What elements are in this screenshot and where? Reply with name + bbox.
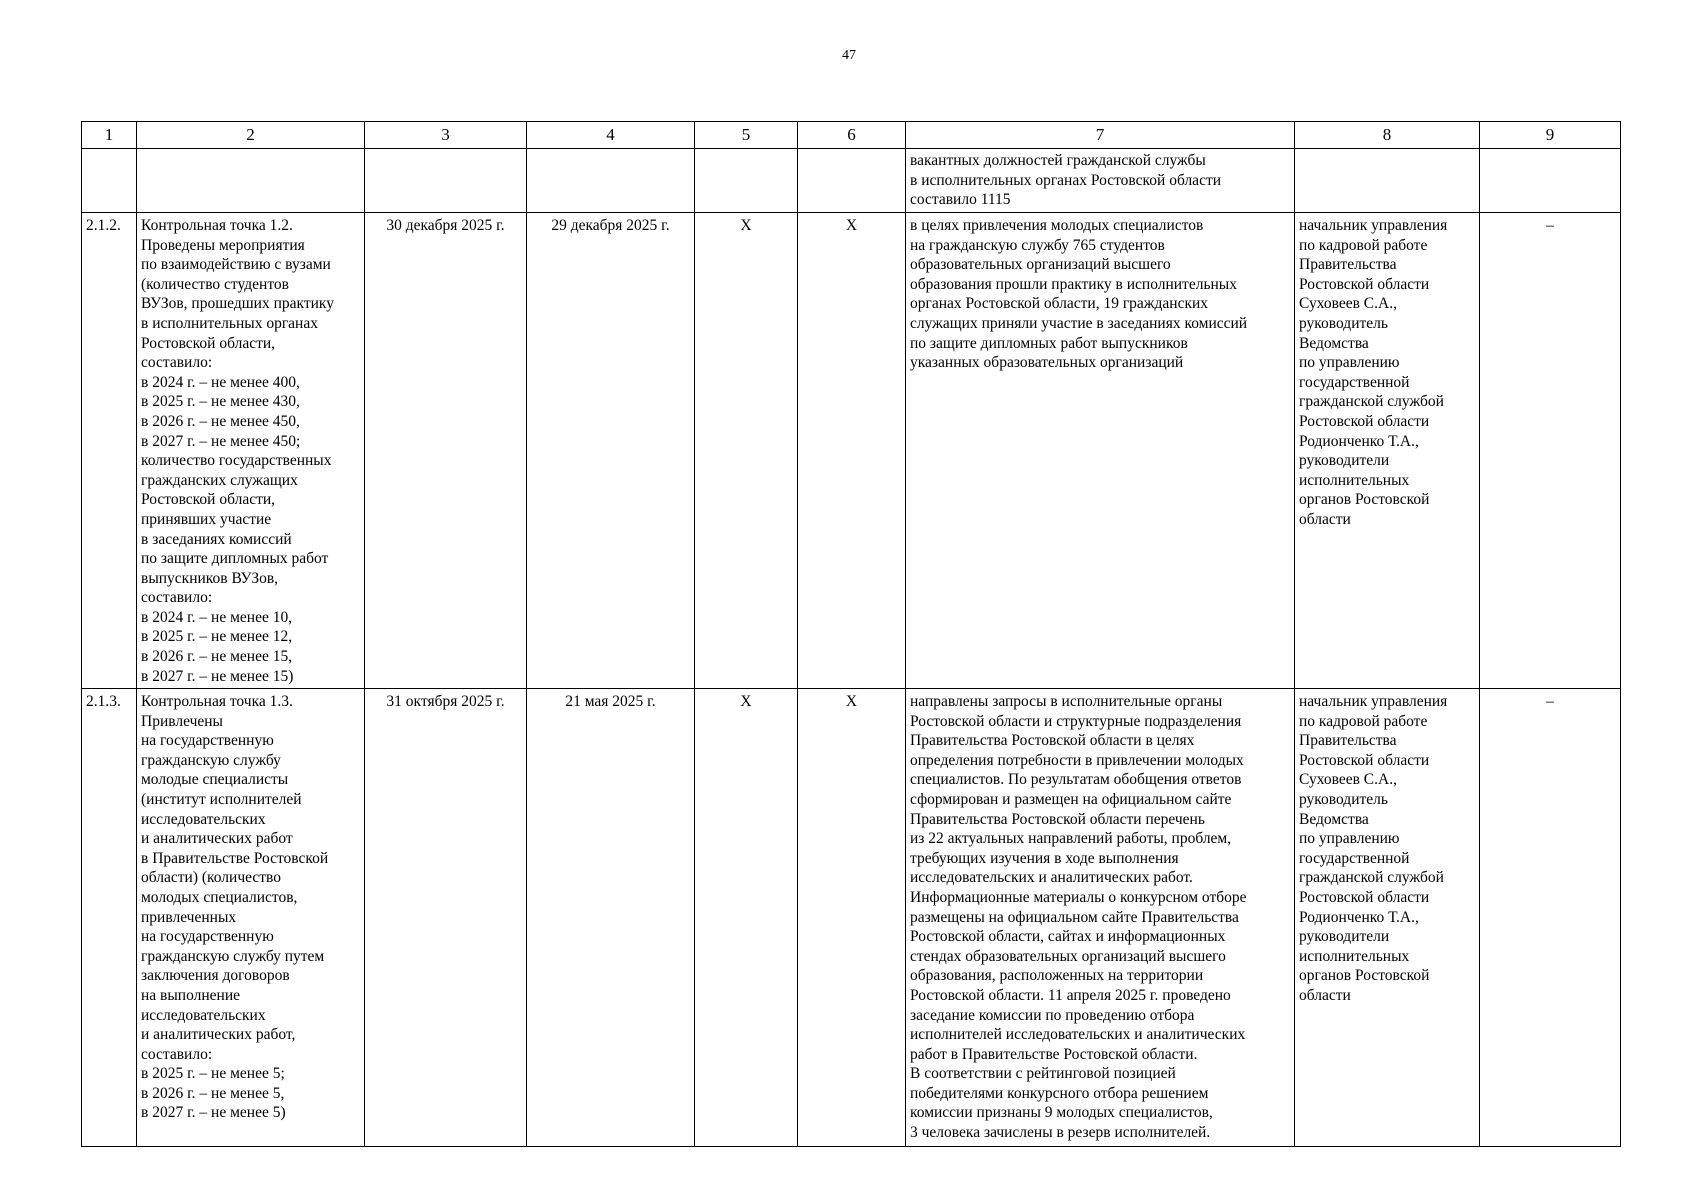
column-header: 7 — [906, 122, 1295, 149]
result-description: в целях привлечения молодых специалистов на гражданскую службу 765 студентов образовательных организаций высшего образования прошли практику в исполнительных органах Ростовской области, 19 гражданских служащих приняли участие в заседаниях комиссий по защите дипломных работ выпускников указанных образовательных организаций — [906, 213, 1295, 689]
column-header: 1 — [82, 122, 137, 149]
column-9-cell — [1480, 149, 1621, 213]
column-9-cell: – — [1480, 689, 1621, 1147]
row-number: 2.1.2. — [82, 213, 137, 689]
table-row — [82, 689, 1621, 1147]
column-header: 2 — [137, 122, 365, 149]
checkpoint-name: Контрольная точка 1.3. Привлечены на государственную гражданскую службу молодые специалисты (институт исполнителей исследовательских и аналитических работ в Правительстве Ростовской области) (количество молодых специалистов, привлеченных на государственную гражданскую службу путем заключения договоров на выполнение исследовательских и аналитических работ, составило: в 2025 г. – не менее 5; в 2026 г. – не менее 5, в 2027 г. – не менее 5) — [137, 689, 365, 1147]
table-header-row — [82, 122, 1621, 149]
table-row — [82, 213, 1621, 689]
planned-date: 30 декабря 2025 г. — [365, 213, 527, 689]
column-5-cell: X — [695, 213, 798, 689]
column-5-cell: X — [695, 689, 798, 1147]
row-number: 2.1.3. — [82, 689, 137, 1147]
column-6-cell — [798, 149, 906, 213]
column-6-cell: X — [798, 689, 906, 1147]
table-row-continuation — [82, 149, 1621, 213]
column-header: 4 — [527, 122, 695, 149]
checkpoint-name: Контрольная точка 1.2. Проведены мероприятия по взаимодействию с вузами (количество студентов ВУЗов, прошедших практику в исполнительных органах Ростовской области, составило: в 2024 г. – не менее 400, в 2025 г. – не менее 430, в 2026 г. – не менее 450, в 2027 г. – не менее 450; количество государственных гражданских служащих Ростовской области, принявших участие в заседаниях комиссий по защите дипломных работ выпускников ВУЗов, составило: в 2024 г. – не менее 10, в 2025 г. – не менее 12, в 2026 г. – не менее 15, в 2027 г. – не менее 15) — [137, 213, 365, 689]
column-header: 3 — [365, 122, 527, 149]
responsible-persons: начальник управления по кадровой работе Правительства Ростовской области Суховеев С.А., руководитель Ведомства по управлению государственной гражданской службой Ростовской области Родионченко Т.А., руководители исполнительных органов Ростовской области — [1295, 213, 1480, 689]
actual-date: 21 мая 2025 г. — [527, 689, 695, 1147]
planned-date — [365, 149, 527, 213]
column-header: 5 — [695, 122, 798, 149]
column-9-cell: – — [1480, 213, 1621, 689]
row-number — [82, 149, 137, 213]
result-description: вакантных должностей гражданской службы в исполнительных органах Ростовской области составило 1115 — [906, 149, 1295, 213]
column-header: 9 — [1480, 122, 1621, 149]
report-table — [81, 121, 1621, 1147]
result-description: направлены запросы в исполнительные органы Ростовской области и структурные подразделения Правительства Ростовской области в целях определения потребности в привлечении молодых специалистов. По результатам обобщения ответов сформирован и размещен на официальном сайте Правительства Ростовской области перечень из 22 актуальных направлений работы, проблем, требующих изучения в ходе выполнения исследовательских и аналитических работ. Информационные материалы о конкурсном отборе размещены на официальном сайте Правительства Ростовской области, сайтах и информационных стендах образовательных организаций высшего образования, расположенных на территории Ростовской области. 11 апреля 2025 г. проведено заседание комиссии по проведению отбора исполнителей исследовательских и аналитических работ в Правительстве Ростовской области. В соответствии с рейтинговой позицией победителями конкурсного отбора решением комиссии признаны 9 молодых специалистов, 3 человека зачислены в резерв исполнителей. — [906, 689, 1295, 1147]
column-5-cell — [695, 149, 798, 213]
actual-date: 29 декабря 2025 г. — [527, 213, 695, 689]
column-6-cell: X — [798, 213, 906, 689]
responsible-persons: начальник управления по кадровой работе Правительства Ростовской области Суховеев С.А., руководитель Ведомства по управлению государственной гражданской службой Ростовской области Родионченко Т.А., руководители исполнительных органов Ростовской области — [1295, 689, 1480, 1147]
responsible-persons — [1295, 149, 1480, 213]
column-header: 8 — [1295, 122, 1480, 149]
actual-date — [527, 149, 695, 213]
planned-date: 31 октября 2025 г. — [365, 689, 527, 1147]
checkpoint-name — [137, 149, 365, 213]
page-number: 47 — [842, 48, 856, 63]
column-header: 6 — [798, 122, 906, 149]
